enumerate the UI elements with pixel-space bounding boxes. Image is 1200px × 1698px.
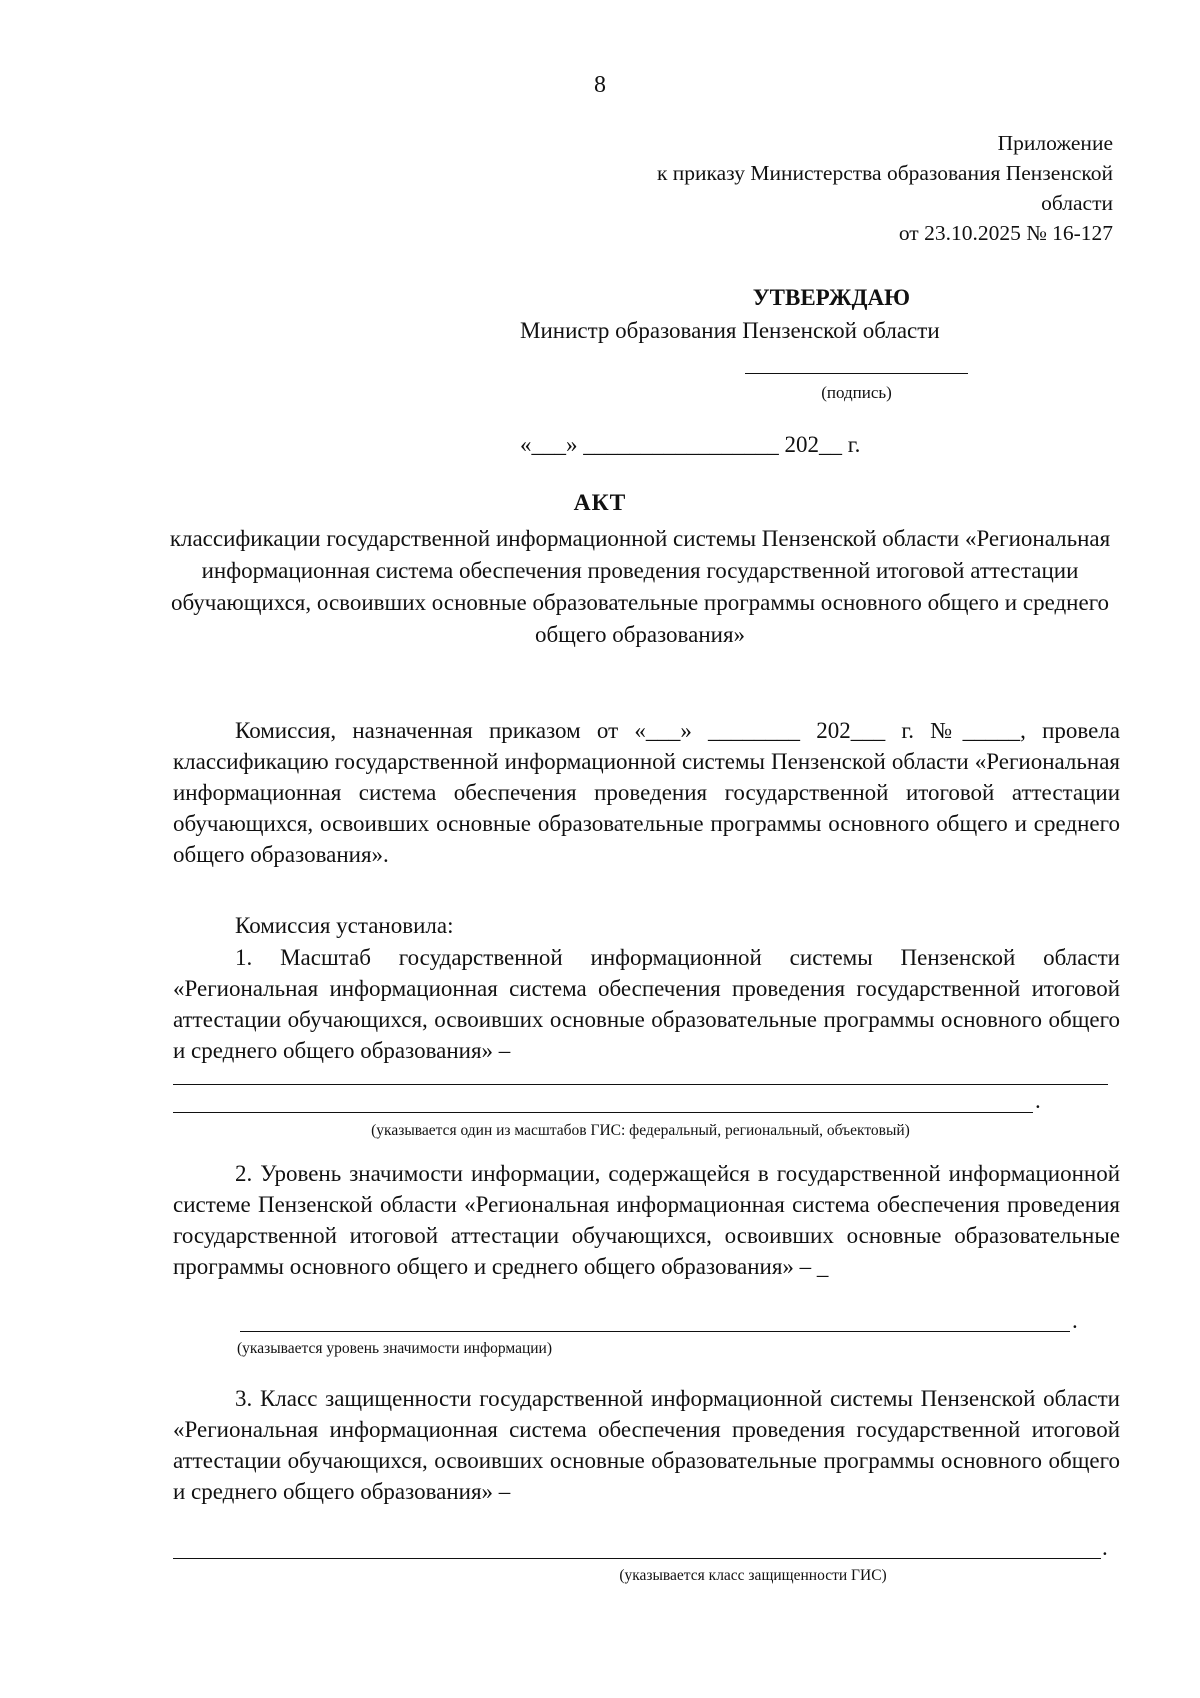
approval-position: Министр образования Пензенской области	[520, 318, 940, 343]
item-2-fill-line	[240, 1331, 1070, 1332]
appendix-line-1: Приложение	[997, 131, 1113, 155]
item-1-text: 1. Масштаб государственной информационной системы Пензенской области «Региональная информационная система обеспечения проведения государственной итоговой аттестации обучающихся, освоивших основные образовательные программы основного общего и среднего общего образования» –	[173, 945, 1120, 1063]
item-2-period: .	[1072, 1308, 1078, 1333]
item-1-fill-line-2	[173, 1112, 1033, 1113]
item-1-fill-line-1	[173, 1084, 1108, 1085]
item-2-text: 2. Уровень значимости информации, содержащейся в государственной информационной системе Пензенской области «Региональная информационная система обеспечения проведения государственной итоговой аттестации обучающихся, освоивших основные образовательные программы основного общего и среднего общего образования» – _	[173, 1161, 1120, 1279]
appendix-line-4: от 23.10.2025 № 16-127	[898, 221, 1113, 245]
act-subtitle: классификации государственной информационной системы Пензенской области «Региональная информационная система обеспечения проведения государственной итоговой аттестации обучающихся, освоивших основные образовательные программы основного общего и среднего общего образования»	[169, 526, 1111, 647]
commission-established: Комиссия установила:	[235, 913, 454, 938]
approval-title: УТВЕРЖДАЮ	[752, 285, 910, 310]
item-3-period: .	[1102, 1535, 1108, 1560]
item-3-fill-line	[173, 1558, 1101, 1559]
act-title: АКТ	[573, 490, 627, 516]
appendix-line-3: области	[1041, 191, 1113, 215]
signature-line	[745, 373, 968, 374]
appendix-line-2: к приказу Министерства образования Пензенской	[656, 161, 1113, 185]
item-3-caption: (указывается класс защищенности ГИС)	[619, 1567, 887, 1584]
item-1-caption: (указывается один из масштабов ГИС: федеральный, региональный, объектовый)	[371, 1122, 910, 1139]
approval-date-line: «___» _________________ 202__ г.	[520, 432, 861, 457]
commission-paragraph: Комиссия, назначенная приказом от «___» ________ 202___ г. №_____, провела классификацию государственной информационной системы Пензенской области «Региональная информационная система обеспечения проведения государственной итоговой аттестации обучающихся, освоивших основные образовательные программы основного общего и среднего общего образования».	[173, 718, 1120, 867]
item-3-text: 3. Класс защищенности государственной информационной системы Пензенской области «Региональная информационная система обеспечения проведения государственной итоговой аттестации обучающихся, освоивших основные образовательные программы основного общего и среднего общего образования» –	[173, 1386, 1120, 1504]
item-1-period: .	[1035, 1088, 1041, 1113]
item-2-caption: (указывается уровень значимости информации)	[237, 1340, 553, 1357]
page-number: 8	[594, 72, 606, 98]
signature-caption: (подпись)	[821, 383, 892, 402]
appendix-block	[553, 128, 1113, 248]
